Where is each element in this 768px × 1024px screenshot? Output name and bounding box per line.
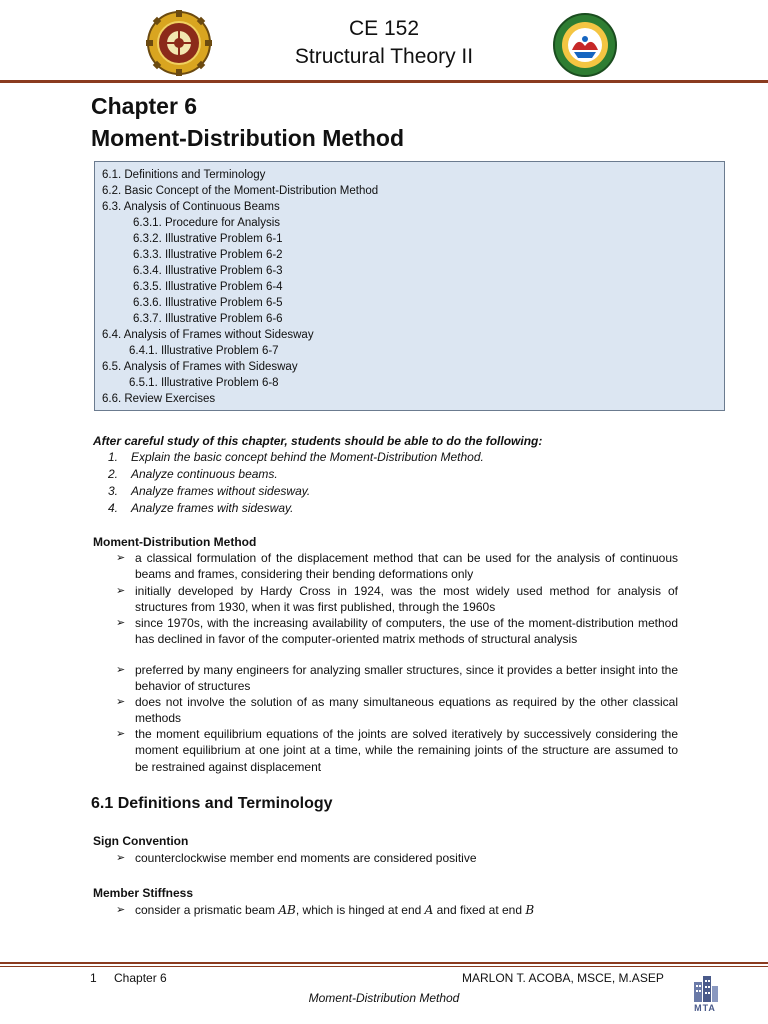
toc-item: 6.1. Definitions and Terminology (102, 169, 266, 181)
course-code: CE 152 (348, 17, 420, 40)
arrow-bullet-icon: ➢ (116, 728, 126, 740)
sign-convention-label: Sign Convention (93, 834, 189, 848)
university-seal-logo (552, 12, 618, 78)
toc-item: 6.3.5. Illustrative Problem 6-4 (133, 281, 283, 293)
objective-text: Analyze frames with sidesway. (131, 501, 294, 515)
mdm-bullet: preferred by many engineers for analyzing smaller structures, since it provides a better insight into the behavior of structures (135, 663, 678, 694)
beam-symbol: AB (278, 903, 296, 917)
mdm-label: Moment-Distribution Method (93, 535, 257, 549)
objective-number: 2. (108, 467, 119, 481)
toc-item: 6.3.7. Illustrative Problem 6-6 (133, 313, 283, 325)
mdm-bullet: the moment equilibrium equations of the joints are solved iteratively by successively considering the moment equilibrium at one joint at a time, while the remaining joints of the structure are assumed to be restrained against displacement (135, 727, 678, 774)
toc-item: 6.3. Analysis of Continuous Beams (102, 201, 280, 213)
arrow-bullet-icon: ➢ (116, 617, 126, 629)
page-number: 1 (90, 971, 97, 985)
arrow-bullet-icon: ➢ (116, 696, 126, 708)
arrow-bullet-icon: ➢ (116, 552, 126, 564)
footer-divider (0, 962, 768, 964)
chapter-number: Chapter 6 (91, 93, 198, 119)
toc-item: 6.3.6. Illustrative Problem 6-5 (133, 297, 283, 309)
header-divider (0, 80, 768, 83)
footer-divider-thin (0, 966, 768, 967)
author-logo-text: MTA (694, 1003, 716, 1013)
objective-number: 1. (108, 450, 119, 464)
arrow-bullet-icon: ➢ (116, 664, 126, 676)
objective-text: Analyze continuous beams. (131, 467, 278, 481)
objective-text: Explain the basic concept behind the Moment-Distribution Method. (131, 450, 484, 464)
course-title: Structural Theory II (294, 45, 474, 68)
member-stiffness-bullet (135, 902, 678, 918)
mdm-bullet: initially developed by Hardy Cross in 1924, was the most widely used method for analysis of structures from 1930, when it was first published, through the 1960s (135, 584, 678, 615)
toc-item: 6.4. Analysis of Frames without Sidesway (102, 329, 314, 341)
arrow-bullet-icon: ➢ (116, 852, 126, 864)
stiffness-text: and fixed at end (433, 903, 526, 917)
toc-item: 6.5. Analysis of Frames with Sidesway (102, 361, 298, 373)
end-a-symbol: A (424, 903, 434, 917)
objectives-intro: After careful study of this chapter, students should be able to do the following: (93, 434, 543, 448)
mdm-bullet: does not involve the solution of as many simultaneous equations as required by the other classical methods (135, 695, 678, 726)
footer-author: MARLON T. ACOBA, MSCE, M.ASEP (462, 971, 664, 985)
footer-chapter: Chapter 6 (114, 971, 167, 985)
toc-item: 6.5.1. Illustrative Problem 6-8 (129, 377, 279, 389)
toc-item: 6.3.3. Illustrative Problem 6-2 (133, 249, 283, 261)
end-b-symbol: B (525, 903, 535, 917)
stiffness-text: consider a prismatic beam (135, 903, 279, 917)
sign-convention-bullet: counterclockwise member end moments are considered positive (135, 851, 477, 865)
arrow-bullet-icon: ➢ (116, 904, 126, 916)
objective-number: 3. (108, 484, 119, 498)
toc-item: 6.2. Basic Concept of the Moment-Distribution Method (102, 185, 379, 197)
toc-item: 6.3.2. Illustrative Problem 6-1 (133, 233, 283, 245)
table-of-contents (94, 161, 725, 411)
toc-item: 6.3.1. Procedure for Analysis (133, 217, 281, 229)
mdm-bullet: since 1970s, with the increasing availability of computers, the use of the moment-distribution method has declined in favor of the computer-oriented matrix methods of structural analysis (135, 616, 678, 647)
objective-text: Analyze frames without sidesway. (131, 484, 311, 498)
stiffness-text: , which is hinged at end (295, 903, 425, 917)
member-stiffness-label: Member Stiffness (93, 886, 194, 900)
footer-title: Moment-Distribution Method (308, 991, 460, 1005)
toc-item: 6.4.1. Illustrative Problem 6-7 (129, 345, 279, 357)
mdm-bullet: a classical formulation of the displacement method that can be used for the analysis of continuous beams and frames, considering their bending deformations only (135, 551, 678, 582)
section-heading: 6.1 Definitions and Terminology (91, 795, 333, 812)
toc-item: 6.6. Review Exercises (102, 393, 216, 405)
chapter-title: Moment-Distribution Method (91, 125, 405, 151)
toc-item: 6.3.4. Illustrative Problem 6-3 (133, 265, 283, 277)
objective-number: 4. (108, 501, 119, 515)
arrow-bullet-icon: ➢ (116, 585, 126, 597)
